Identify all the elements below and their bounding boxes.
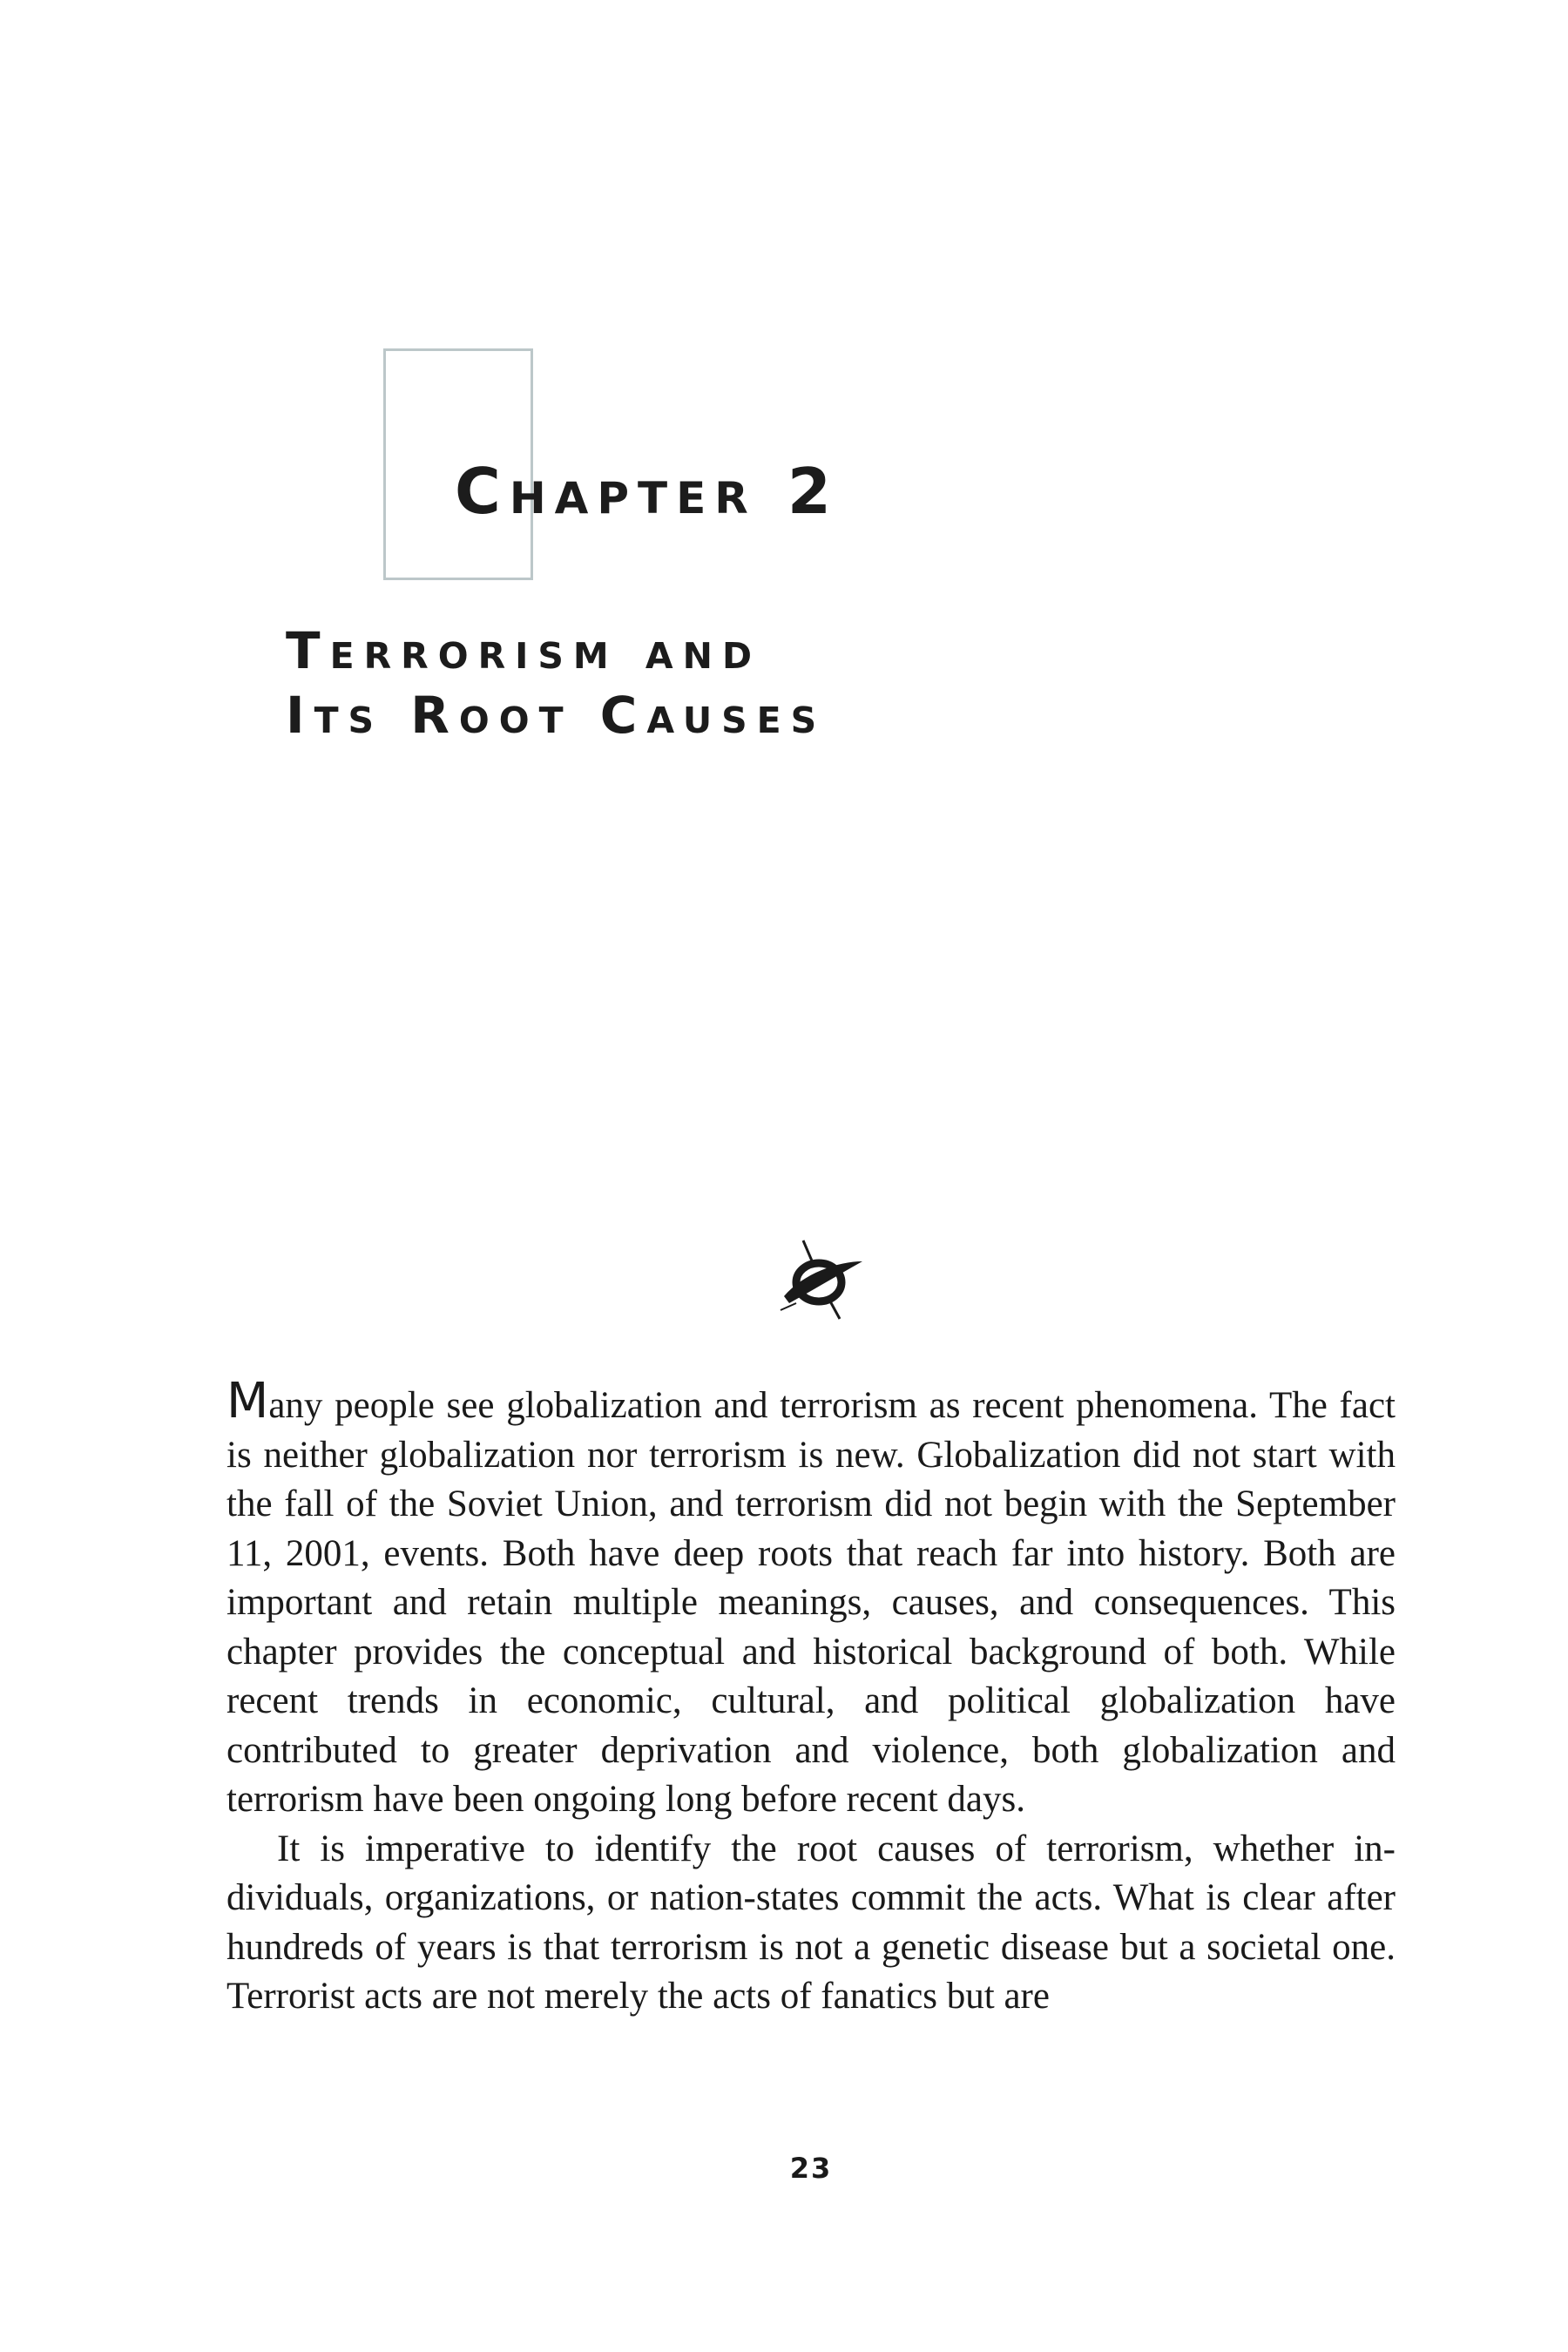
initial-letter: M xyxy=(226,1373,269,1429)
paragraph-1-text: any people see globalization and terrorism as recent phenomena. The fact is neither globalization nor terrorism is new. Globalization did not start with the fall of the Soviet Union, and terrorism did not begin with the September 11, 2001, events. Both have deep roots that reach far into history. Both are important and retain multiple meanings, causes, and consequences. This chapter provides the conceptual and historical background of both. While recent trends in economic, cultural, and political globalization have contributed to greater deprivation and violence, both globalization and terrorism have been ongoing long before recent days. xyxy=(226,1385,1396,1820)
body-text xyxy=(226,1373,1396,2022)
paragraph-1 xyxy=(226,1373,1396,1825)
chapter-title-line-1: Terrorism and xyxy=(286,621,761,680)
page-number: 23 xyxy=(789,2152,833,2185)
chapter-title xyxy=(286,618,826,747)
chapter-number: Chapter 2 xyxy=(455,455,840,528)
globe-ornament-icon xyxy=(768,1235,873,1322)
paragraph-2: It is imperative to identify the root causes of terrorism, whether individuals, organizations, or nation-states commit the acts. What is clear after hundreds of years is that terrorism is not a genetic disease but a societal one. Terrorist acts are not merely the acts of fanatics but are xyxy=(226,1828,1396,2017)
chapter-title-line-2: Its Root Causes xyxy=(286,686,827,745)
